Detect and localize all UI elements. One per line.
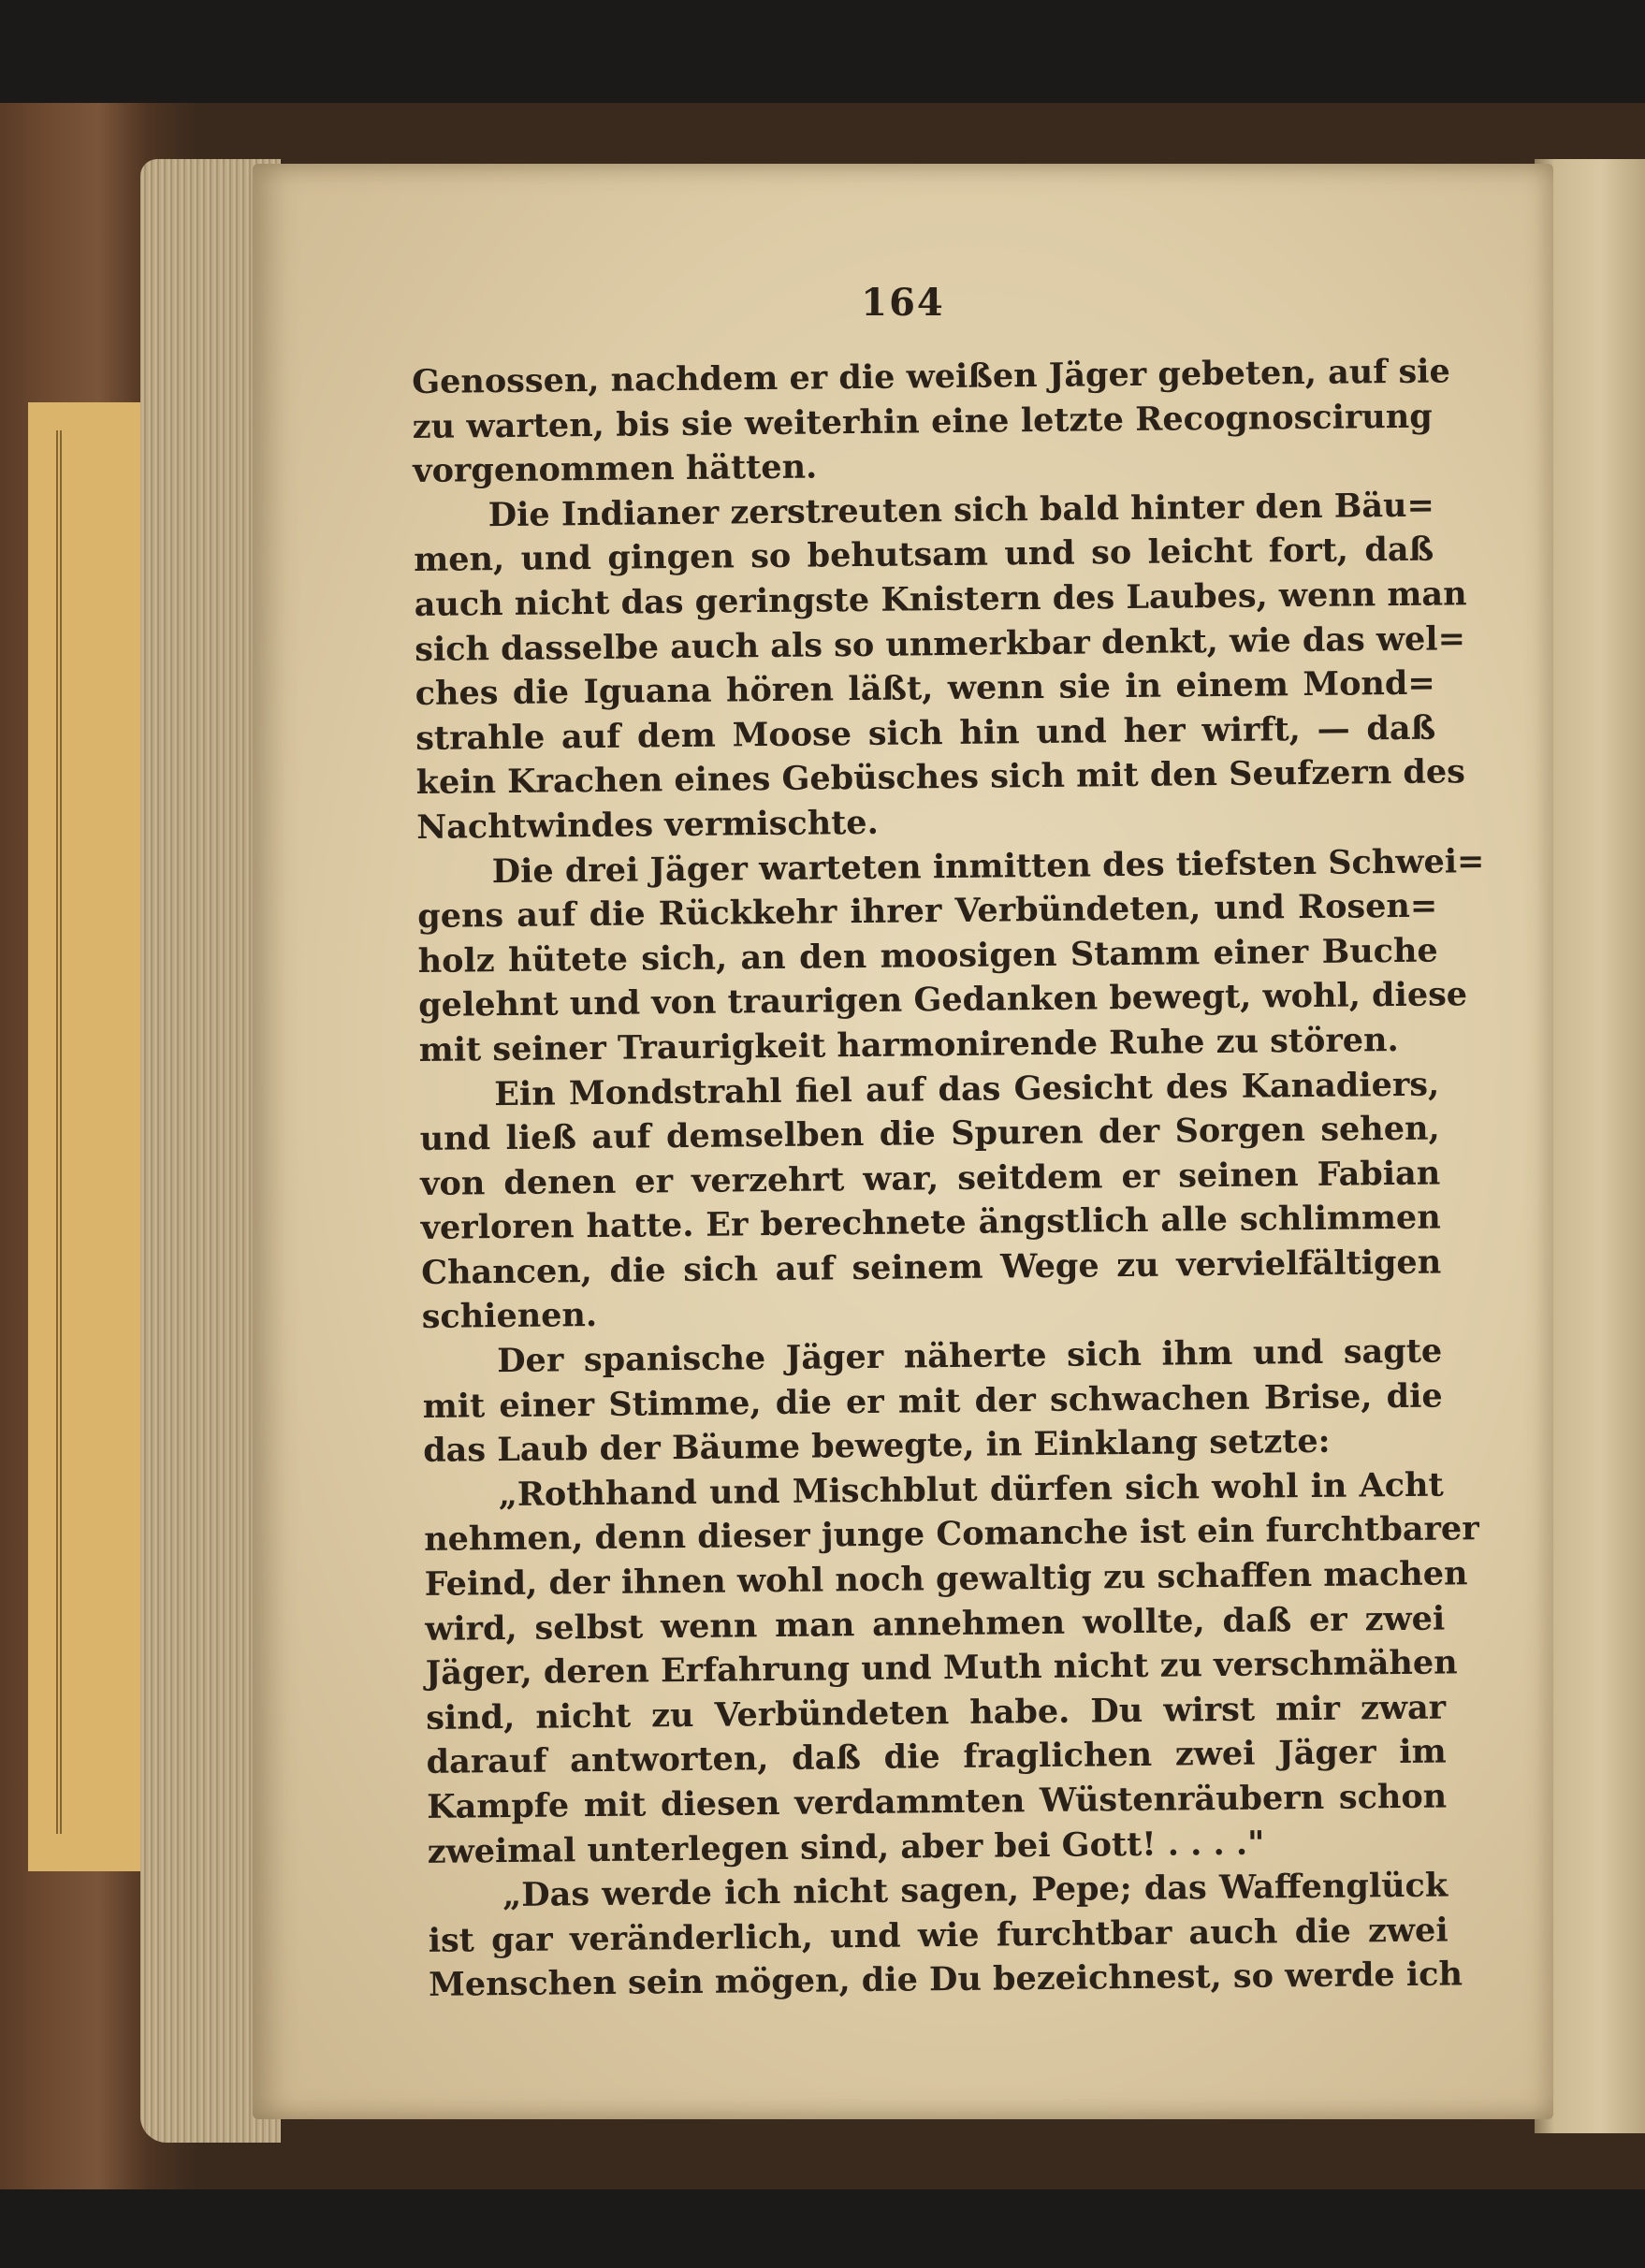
text-line: Menschen sein mögen, die Du bezeichnest, so werde ich — [428, 1955, 1463, 2005]
text-line: Jäger, deren Erfahrung und Muth nicht zu verschmähen — [425, 1643, 1458, 1694]
text-line: von denen er verzehrt war, seitdem er seinen Fabian — [420, 1154, 1441, 1203]
text-line: Nachtwindes vermischte. — [416, 803, 879, 847]
text-line: men, und gingen so behutsam und so leicht fort, daß — [414, 530, 1434, 580]
text-line: Ein Mondstrahl fiel auf das Gesicht des Kanadiers, — [494, 1065, 1440, 1113]
page-number: 164 — [861, 281, 945, 325]
text-line: mit seiner Traurigkeit harmonirende Ruhe zu stören. — [418, 1020, 1399, 1069]
text-line: Die drei Jäger warteten inmitten des tiefsten Schwei= — [491, 841, 1485, 891]
text-line: Kampfe mit diesen verdammten Wüstenräubern schon — [426, 1777, 1448, 1826]
text-line: zu warten, bis sie weiterhin eine letzte Recognoscirung — [412, 397, 1433, 446]
text-line: auch nicht das geringste Knistern des Laubes, wenn man — [414, 574, 1467, 624]
text-line: verloren hatte. Er berechnete ängstlich alle schlimmen — [420, 1198, 1441, 1248]
text-line: darauf antworten, daß die fraglichen zwei Jäger im — [426, 1732, 1447, 1782]
text-line: „Rothhand und Mischblut dürfen sich wohl in Acht — [498, 1465, 1444, 1514]
text-line: Der spanische Jäger näherte sich ihm und sagte — [496, 1331, 1443, 1381]
text-line: Genossen, nachdem er die weißen Jäger gebeten, auf sie — [412, 352, 1450, 401]
text-line: kein Krachen eines Gebüsches sich mit den Seufzern des — [415, 752, 1466, 803]
text-line: sind, nicht zu Verbündeten habe. Du wirst mir zwar — [425, 1688, 1447, 1737]
text-line: zweimal unterlegen sind, aber bei Gott! . . . ." — [427, 1824, 1265, 1871]
text-line: Feind, der ihnen wohl noch gewaltig zu schaffen machen — [424, 1554, 1468, 1604]
text-line: sich dasselbe auch als so unmerkbar denkt, wie das wel= — [415, 618, 1466, 669]
text-line: mit einer Stimme, die er mit der schwachen Brise, die — [422, 1376, 1443, 1426]
text-line: nehmen, denn dieser junge Comanche ist ein furchtbarer — [423, 1509, 1479, 1560]
text-line: und ließ auf demselben die Spuren der Sorgen sehen, — [419, 1109, 1440, 1159]
text-line: „Das werde ich nicht sagen, Pepe; das Waffenglück — [502, 1866, 1448, 1915]
text-line: gelehnt und von traurigen Gedanken bewegt, wohl, diese — [418, 975, 1468, 1025]
text-line: gens auf die Rückkehr ihrer Verbündeten, und Rosen= — [417, 886, 1438, 937]
left-page-ornament — [56, 430, 109, 1834]
text-line: das Laub der Bäume bewegte, in Einklang setzte: — [422, 1422, 1331, 1471]
book-page — [253, 164, 1553, 2119]
text-line: wird, selbst wenn man annehmen wollte, daß er zwei — [424, 1599, 1446, 1649]
text-line: holz hütete sich, an den moosigen Stamm einer Buche — [417, 931, 1438, 981]
text-line: vorgenommen hätten. — [413, 447, 818, 491]
text-line: Chancen, die sich auf seinem Wege zu vervielfältigen — [420, 1243, 1442, 1292]
text-line: Die Indianer zerstreuten sich bald hinter den Bäu= — [488, 486, 1434, 534]
text-line: ches die Iguana hören läßt, wenn sie in einem Mond= — [415, 663, 1435, 714]
text-line: schienen. — [421, 1296, 598, 1337]
text-line: strahle auf dem Moose sich hin und her wirft, — daß — [415, 708, 1436, 758]
page-text — [412, 350, 1485, 2008]
text-line: ist gar veränderlich, und wie furchtbar auch die zwei — [428, 1911, 1448, 1960]
